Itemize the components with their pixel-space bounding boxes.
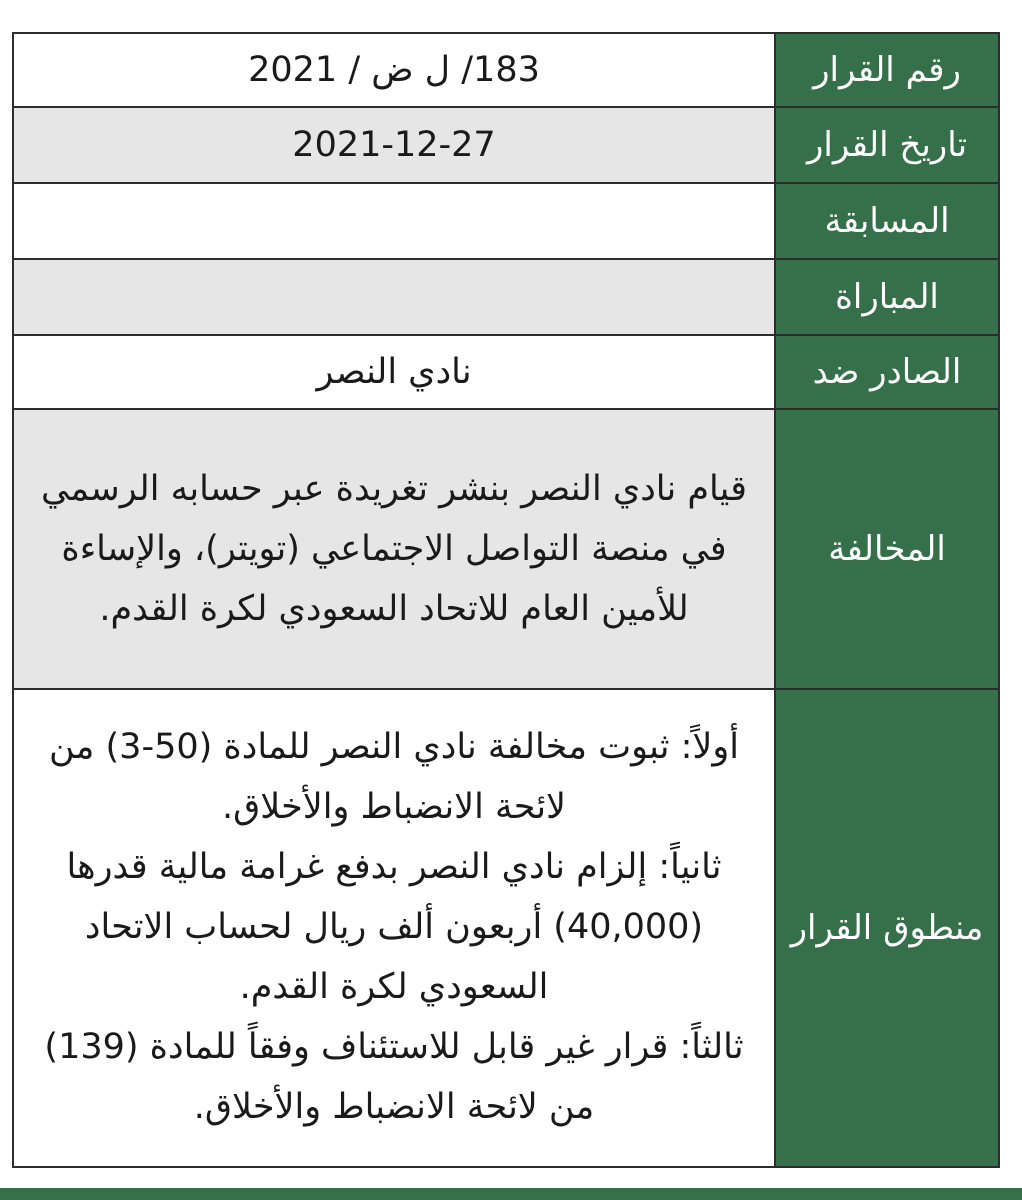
violation-label: المخالفة xyxy=(775,409,999,689)
issued-against-value xyxy=(13,335,775,409)
row-decision-number xyxy=(13,33,999,107)
ruling-first-item: أولاً: ثبوت مخالفة نادي النصر للمادة (50-3) من لائحة الانضباط والأخلاق. xyxy=(49,727,739,827)
issued-against-label: الصادر ضد xyxy=(775,335,999,409)
row-ruling xyxy=(13,689,999,1167)
ruling-third-item: ثالثاً: قرار غير قابل للاستئناف وفقاً للمادة (139) من لائحة الانضباط والأخلاق. xyxy=(44,1027,744,1127)
bottom-accent-bar xyxy=(0,1188,1022,1200)
decision-date-value xyxy=(13,107,775,183)
row-violation xyxy=(13,409,999,689)
decision-date-label: تاريخ القرار xyxy=(775,107,999,183)
decision-table xyxy=(12,32,1000,1168)
competition-label: المسابقة xyxy=(775,183,999,259)
violation-text: قيام نادي النصر بنشر تغريدة عبر حسابه الرسمي في منصة التواصل الاجتماعي (تويتر)، والإساءة للأمين العام للاتحاد السعودي لكرة القدم. xyxy=(41,469,747,629)
competition-value xyxy=(13,183,775,259)
row-issued-against xyxy=(13,335,999,409)
ruling-value xyxy=(13,689,775,1167)
decision-number-label: رقم القرار xyxy=(775,33,999,107)
row-decision-date xyxy=(13,107,999,183)
decision-number-value xyxy=(13,33,775,107)
decision-date-text: 2021-12-27 xyxy=(292,125,496,165)
violation-value xyxy=(13,409,775,689)
issued-against-text: نادي النصر xyxy=(316,352,472,392)
row-competition xyxy=(13,183,999,259)
ruling-second-item: ثانياً: إلزام نادي النصر بدفع غرامة مالية قدرها (40,000) أربعون ألف ريال لحساب الاتحاد السعودي لكرة القدم. xyxy=(66,847,722,1007)
ruling-text-box xyxy=(14,711,774,1145)
row-match xyxy=(13,259,999,335)
ruling-label: منطوق القرار xyxy=(775,689,999,1167)
match-label: المباراة xyxy=(775,259,999,335)
match-value xyxy=(13,259,775,335)
decision-number-text: 183/ ل ض / 2021 xyxy=(248,50,540,90)
